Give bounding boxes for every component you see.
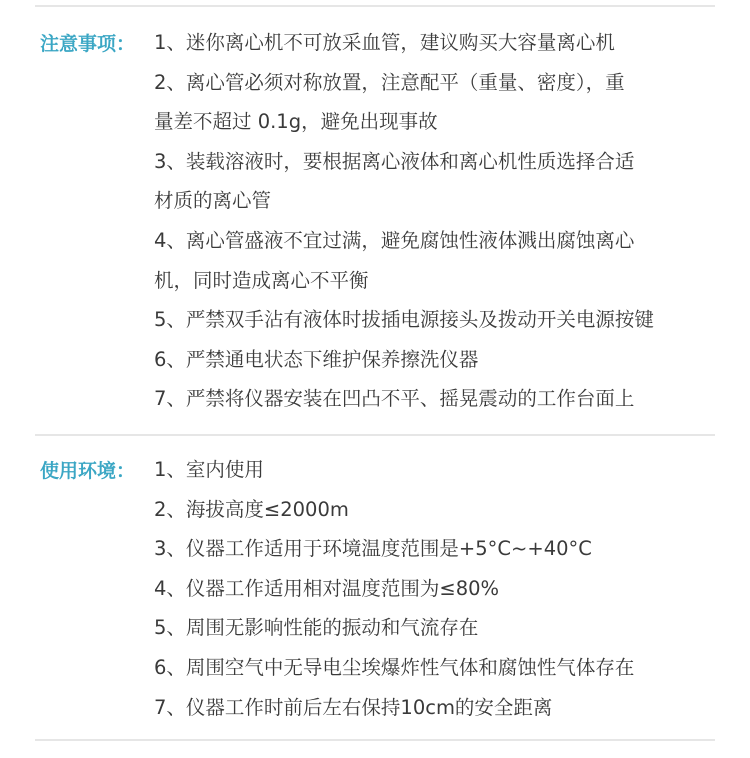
list-item-text: 7、仪器工作时前后左右保持10cm的安全距离	[154, 695, 553, 719]
list-item	[154, 63, 744, 142]
list-item	[154, 23, 744, 63]
list-item	[154, 379, 744, 419]
list-item-text: 3、仪器工作适用于环境温度范围是+5°C~+40°C	[154, 537, 592, 561]
list-item-text: 1、迷你离心机不可放采血管，建议购买大容量离心机	[154, 31, 615, 54]
list-item	[154, 569, 744, 609]
list-item	[154, 529, 744, 569]
list-item	[154, 221, 744, 300]
list-item	[154, 142, 744, 221]
bottom-divider	[35, 739, 715, 741]
list-item-text: 6、周围空气中无导电尘埃爆炸性气体和腐蚀性气体存在	[154, 655, 635, 679]
top-divider	[35, 5, 715, 7]
precautions-list	[154, 23, 744, 419]
list-item-text: 2、离心管必须对称放置，注意配平（重量、密度），重	[154, 70, 625, 94]
list-item-text: 2、海拔高度≤2000m	[154, 497, 349, 521]
list-item	[154, 490, 744, 530]
list-item-text: 3、装载溶液时，要根据离心液体和离心机性质选择合适	[154, 149, 635, 173]
list-item-text: 4、离心管盛液不宜过满，避免腐蚀性液体溅出腐蚀离心	[154, 228, 635, 252]
list-item-text: 5、严禁双手沾有液体时拔插电源接头及拨动开关电源按键	[154, 308, 654, 332]
list-item	[154, 688, 744, 728]
list-item-text: 4、仪器工作适用相对温度范围为≤80%	[154, 576, 500, 600]
list-item	[154, 648, 744, 688]
list-item	[154, 608, 744, 648]
list-item-text: 1、室内使用	[154, 458, 264, 481]
list-item-text: 材质的离心管	[154, 189, 272, 213]
list-item-text: 6、严禁通电状态下维护保养擦洗仪器	[154, 347, 479, 371]
list-item-text: 机，同时造成离心不平衡	[154, 268, 369, 292]
list-item-text: 7、严禁将仪器安装在凹凸不平、摇晃震动的工作台面上	[154, 387, 635, 411]
list-item	[154, 450, 744, 490]
list-item	[154, 300, 744, 340]
environment-list	[154, 450, 744, 727]
list-item-text: 5、周围无影响性能的振动和气流存在	[154, 616, 479, 640]
section-divider	[35, 434, 715, 436]
environment-label: 使用环境：	[40, 460, 136, 482]
list-item	[154, 340, 744, 380]
list-item-text: 量差不超过 0.1g，避免出现事故	[154, 110, 438, 134]
precautions-label: 注意事项：	[40, 33, 136, 55]
